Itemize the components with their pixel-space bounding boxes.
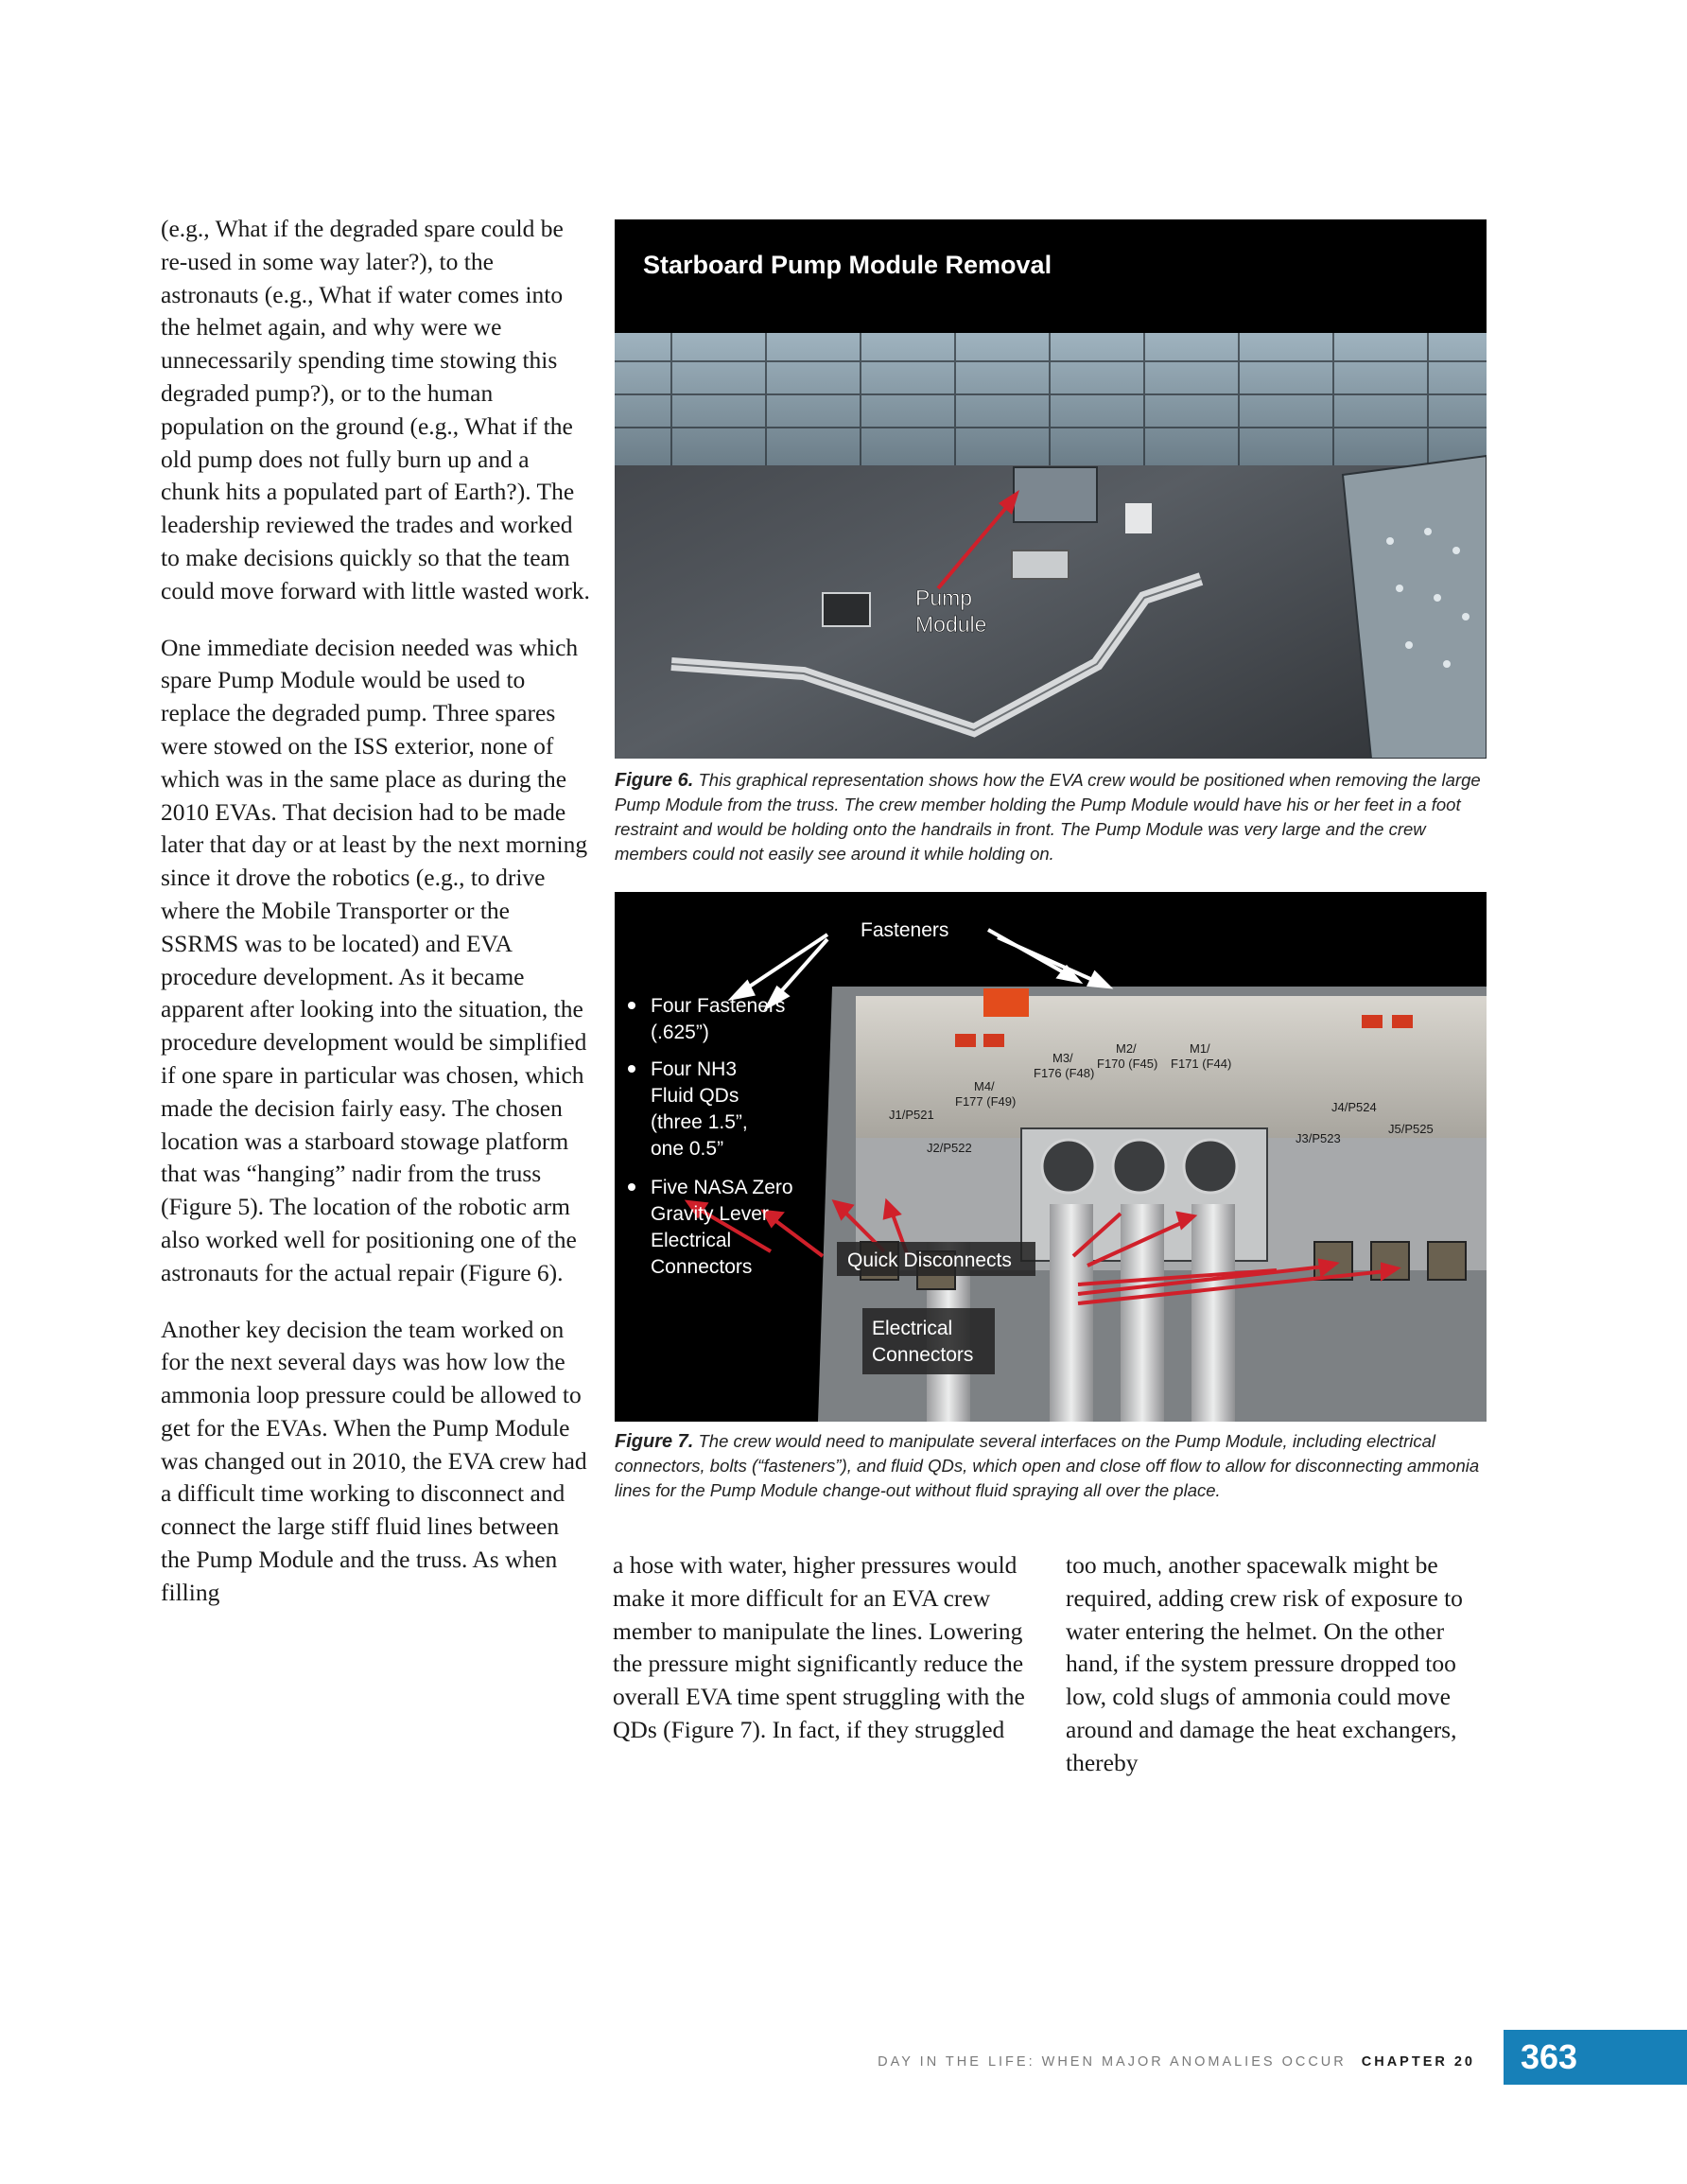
- chapter-label: CHAPTER 20: [1361, 2054, 1475, 2070]
- pump-module-callout: Pump: [915, 585, 973, 610]
- body-paragraph: Another key decision the team worked on for the next several days was how low the ammonia loop pressure could be allowed to get for the EVAs. When the Pump Module was changed out in 2010, the EVA crew had a difficult time working to disconnect and connect the large stiff fluid lines between the Pump Module and the truss. As when filling: [161, 1315, 587, 1606]
- bullet-line: one 0.5”: [651, 1138, 724, 1160]
- left-text-column: [161, 213, 591, 1634]
- bullet-line: Gravity Lever: [651, 1203, 769, 1225]
- part-label: J4/P524: [1331, 1100, 1377, 1114]
- part-label: F177 (F49): [955, 1094, 1017, 1109]
- page-number: 363: [1504, 2030, 1687, 2085]
- fasteners-label: Fasteners: [861, 919, 949, 941]
- pump-module-callout: Module: [915, 612, 987, 637]
- electrical-connectors-label: Connectors: [872, 1344, 974, 1366]
- part-label: M1/: [1190, 1041, 1210, 1056]
- middle-text-column: [613, 1549, 1029, 1771]
- figure-6-image: [615, 219, 1487, 759]
- figure-7-caption: [615, 1429, 1487, 1503]
- part-label: F176 (F48): [1034, 1066, 1095, 1080]
- caption-text: This graphical representation shows how the EVA crew would be positioned when removing the large Pump Module from the truss. The crew member holding the Pump Module would have his or her feet in a foot restraint and would be holding onto the handrails in front. The Pump Module was very large and the crew members could not easily see around it while holding on.: [615, 770, 1481, 864]
- bullet-dot: [628, 1065, 635, 1073]
- quick-disconnects-label: Quick Disconnects: [847, 1249, 1012, 1271]
- part-label: M2/: [1116, 1041, 1137, 1056]
- part-label: F171 (F44): [1171, 1057, 1232, 1071]
- part-label: J3/P523: [1296, 1131, 1341, 1145]
- bullet-line: Five NASA Zero: [651, 1177, 793, 1198]
- body-paragraph: One immediate decision needed was which spare Pump Module would be used to replace the degraded pump. Three spares were stowed on the ISS exterior, none of which was in the same place as during the 2010 EVAs. That decision had to be made later that day or at least by the next morning since it drove the robotics (e.g., to drive where the Mobile Transporter or the SSRMS was to be located) and EVA procedure development. As it became apparent after looking into the situation, the procedure development would be simplified if one spare in particular was chosen, which made the decision fairly easy. The chosen location was a starboard stowage platform that was “hanging” nadir from the truss (Figure 5). The location of the robotic arm also worked well for positioning one of the astronauts for the actual repair (Figure 6).: [161, 633, 588, 1286]
- figure-6-caption: [615, 768, 1487, 866]
- electrical-connectors-label: Electrical: [872, 1318, 953, 1339]
- body-paragraph: a hose with water, higher pressures would make it more difficult for an EVA crew member to manipulate the lines. Lowering the pressure might significantly reduce the overall EVA time spent struggling with the QDs (Figure 7). In fact, if they struggled: [613, 1551, 1025, 1743]
- bullet-line: Fluid QDs: [651, 1085, 739, 1107]
- page-footer: [0, 2054, 1475, 2070]
- part-label: M4/: [974, 1079, 995, 1093]
- bullet-dot: [628, 1183, 635, 1191]
- bullet-line: (three 1.5”,: [651, 1111, 748, 1133]
- part-label: F170 (F45): [1097, 1057, 1158, 1071]
- running-title: DAY IN THE LIFE: WHEN MAJOR ANOMALIES OCCUR: [878, 2054, 1347, 2070]
- bullet-line: Connectors: [651, 1256, 753, 1278]
- right-text-column: [1066, 1549, 1496, 1804]
- part-label: J2/P522: [927, 1141, 972, 1155]
- part-label: M3/: [1052, 1051, 1073, 1065]
- figure-6-title: Starboard Pump Module Removal: [643, 251, 1052, 279]
- bullet-line: Four Fasteners: [651, 995, 786, 1017]
- part-label: J1/P521: [889, 1108, 934, 1122]
- figure-7-image: [615, 892, 1487, 1422]
- bullet-line: Electrical: [651, 1230, 732, 1251]
- caption-text: The crew would need to manipulate several interfaces on the Pump Module, including electrical connectors, bolts (“fasteners”), and fluid QDs, which open and close off flow to allow for disconnecting ammonia lines for the Pump Module change-out without fluid spraying all over the place.: [615, 1431, 1480, 1500]
- caption-label: Figure 7.: [615, 1431, 694, 1452]
- part-label: J5/P525: [1388, 1122, 1434, 1136]
- body-paragraph: (e.g., What if the degraded spare could be re-used in some way later?), to the astronauts (e.g., What if water comes into the helmet again, and why were we unnecessarily spending time stowing this degraded pump?), or to the human population on the ground (e.g., What if the old pump does not fully burn up and a chunk hits a populated part of Earth?). The leadership reviewed the trades and worked to make decisions quickly so that the team could move forward with little wasted work.: [161, 215, 590, 604]
- caption-label: Figure 6.: [615, 770, 694, 791]
- bullet-line: (.625”): [651, 1022, 709, 1043]
- bullet-line: Four NH3: [651, 1058, 738, 1080]
- body-paragraph: too much, another spacewalk might be required, adding crew risk of exposure to water entering the helmet. On the other hand, if the system pressure dropped too low, cold slugs of ammonia could move around and damage the heat exchangers, thereby: [1066, 1551, 1463, 1776]
- bullet-dot: [628, 1002, 635, 1009]
